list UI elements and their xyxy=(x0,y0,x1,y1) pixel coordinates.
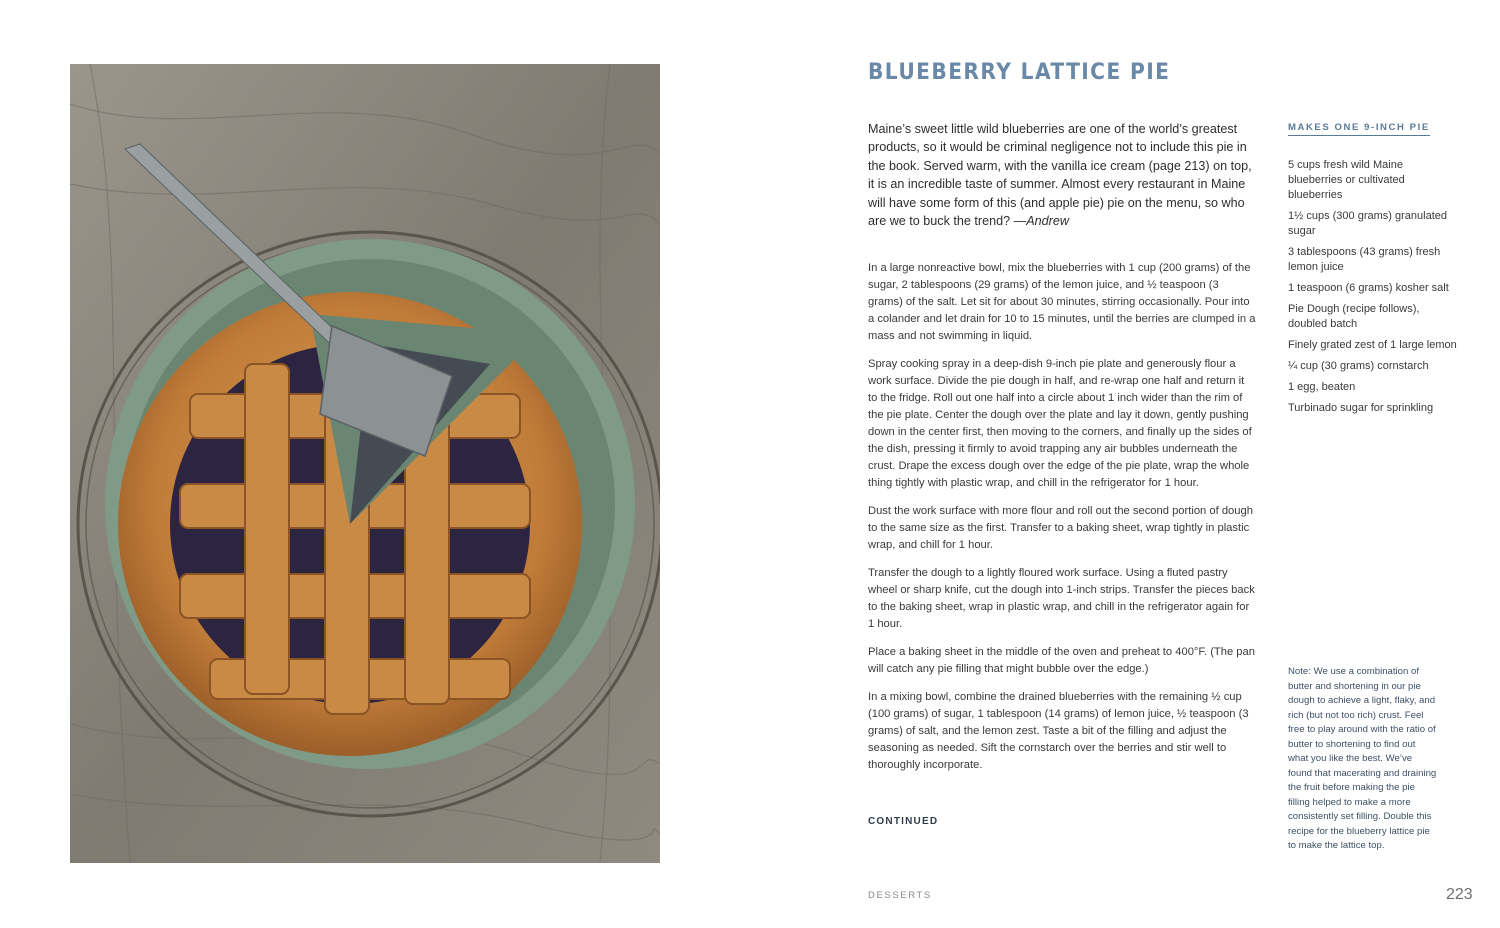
method-step: In a mixing bowl, combine the drained blueberries with the remaining ½ cup (100 grams) of sugar, 1 tablespoon (14 grams) of lemon juice, ½ teaspoon (3 grams) of salt, and the lemon zest. Taste a bit of the filling and adjust the seasoning as needed. Sift the cornstarch over the berries and stir well to thoroughly incorporate. xyxy=(868,691,1249,771)
recipe-note: Note: We use a combination of butter and shortening in our pie dough to achieve a light, flaky, and rich (but not too rich) crust. Feel free to play around with the ratio of butter to shortening to find out what you like the best. We’ve found that macerating and draining the fruit before making the pie filling helped to make a more consistently set filling. Double this recipe for the blueberry lattice pie to make the lattice top. xyxy=(1288,666,1437,851)
method-step: In a large nonreactive bowl, mix the blueberries with 1 cup (200 grams) of the sugar, 2 tablespoons (29 grams) of the lemon juice, and ½ teaspoon (3 grams) of the salt. Let sit for about 30 minutes, stirring occasionally. Pour into a colander and let drain for 10 to 15 minutes, until the berries are clumped in a mass and not swimming in liquid. xyxy=(868,262,1256,342)
recipe-yield: MAKES ONE 9-INCH PIE xyxy=(1288,122,1430,136)
ingredient-item: 5 cups fresh wild Maine blueberries or cultivated blueberries xyxy=(1288,159,1405,201)
ingredient-item: ¼ cup (30 grams) cornstarch xyxy=(1288,360,1429,372)
method-step: Place a baking sheet in the middle of the oven and preheat to 400°F. (The pan will catch any pie filling that might bubble over the edge.) xyxy=(868,646,1255,675)
method-step: Dust the work surface with more flour and roll out the second portion of dough to the same size as the first. Transfer to a baking sheet, wrap tightly in plastic wrap, and chill for 1 hour. xyxy=(868,505,1253,551)
blueberry-pie-illustration xyxy=(70,64,660,863)
intro-text: Maine’s sweet little wild blueberries are one of the world’s greatest products, so it would be criminal negligence not to include this pie in the book. Served warm, with the vanilla ice cream (page 213) on top, it is an incredible taste of summer. Almost every restaurant in Maine will have some form of this (and apple pie) pie on the menu, so who are we to buck the trend? xyxy=(868,122,1252,229)
ingredient-item: Pie Dough (recipe follows), doubled batch xyxy=(1288,303,1420,330)
ingredient-item: Turbinado sugar for sprinkling xyxy=(1288,402,1434,414)
recipe-intro xyxy=(868,120,1258,230)
recipe-title: BLUEBERRY LATTICE PIE xyxy=(868,60,1171,85)
section-label: DESSERTS xyxy=(868,890,932,901)
page-number: 223 xyxy=(1446,886,1473,903)
pie-photo xyxy=(70,64,660,863)
ingredient-item: 1 teaspoon (6 grams) kosher salt xyxy=(1288,282,1449,294)
method-step: Transfer the dough to a lightly floured work surface. Using a fluted pastry wheel or sharp knife, cut the dough into 1-inch strips. Transfer the pieces back to the baking sheet, wrap in plastic wrap, and chill in the refrigerator again for 1 hour. xyxy=(868,567,1255,630)
ingredient-item: Finely grated zest of 1 large lemon xyxy=(1288,339,1457,351)
continued-label: CONTINUED xyxy=(868,816,939,827)
method-steps xyxy=(868,260,1256,785)
method-step: Spray cooking spray in a deep-dish 9-inch pie plate and generously flour a work surface. Divide the pie dough in half, and re-wrap one half and return it to the fridge. Roll out one half into a circle about 1 inch wider than the rim of the pie plate. Center the dough over the plate and lay it down, gently pushing down in the center first, then moving to the corners, and finally up the sides of the dish, pressing it firmly to avoid trapping any air bubbles underneath the crust. Drape the excess dough over the edge of the pie plate, wrap the whole thing tightly with plastic wrap, and chill in the refrigerator for 1 hour. xyxy=(868,358,1252,489)
ingredient-list xyxy=(1288,158,1458,422)
ingredient-item: 1 egg, beaten xyxy=(1288,381,1356,393)
ingredient-item: 3 tablespoons (43 grams) fresh lemon juice xyxy=(1288,246,1441,273)
ingredient-item: 1½ cups (300 grams) granulated sugar xyxy=(1288,210,1447,237)
intro-signature: —Andrew xyxy=(1010,214,1069,229)
